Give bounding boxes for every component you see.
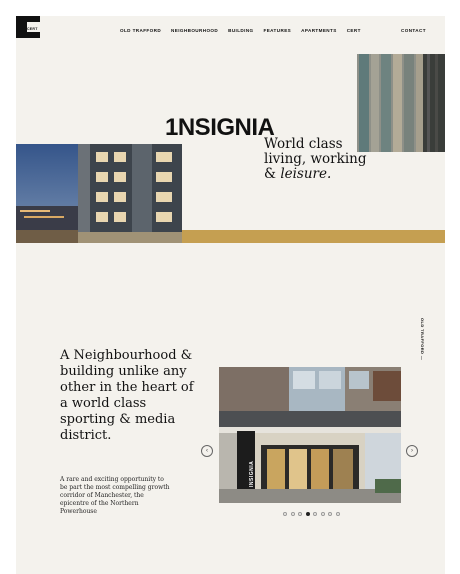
logo-block-bottom [27,32,40,38]
tagline-line-1: World class [264,136,343,152]
nav-item-old-trafford[interactable]: OLD TRAFFORD [120,28,162,33]
side-label [419,318,431,361]
logo-block-left [16,22,27,38]
hero-tagline [264,137,379,182]
tagline-amp: & [264,166,281,182]
main-nav [120,28,361,33]
tagline-line-3 [264,167,379,182]
intro-body: A rare and exciting opportunity to be part the most compelling growth corridor of Manchester, the epicentre of the Northern Powerhouse [60,476,170,515]
carousel-dot[interactable] [306,512,310,516]
building-dusk-photo [16,144,182,243]
tagline-line-2: living, working [264,151,367,167]
building-illustration [16,144,182,243]
carousel-dot[interactable] [298,512,302,516]
carousel-pagination [283,512,340,516]
entrance-sign [239,449,253,489]
carousel-slide-photo [219,367,401,503]
chevron-right-icon: › [411,448,413,454]
nav-item-neighbourhood[interactable]: NEIGHBOURHOOD [171,28,219,33]
tagline-emphasis: leisure. [280,166,332,182]
entrance-sign-text: INSIGNIA [249,460,255,487]
nav-item-apartments[interactable]: APARTMENTS [301,28,337,33]
intro-heading: A Neighbourhood & building unlike any other in the heart of a world class sporting & media district. [60,348,194,443]
carousel-prev-button[interactable] [201,445,213,457]
carousel-dot[interactable] [283,512,287,516]
carousel-dot[interactable] [336,512,340,516]
carousel-dot[interactable] [328,512,332,516]
carousel-dot[interactable] [321,512,325,516]
brand-logo[interactable] [16,16,40,38]
nav-item-cert[interactable]: CERT [346,28,361,33]
gold-accent-bar [182,230,445,243]
carousel-dot[interactable] [291,512,295,516]
nav-item-features[interactable]: FEATURES [263,28,292,33]
logo-text: CERT [27,27,38,31]
carousel-next-button[interactable] [406,445,418,457]
carousel-dot[interactable] [313,512,317,516]
nav-item-building[interactable]: BUILDING [228,28,254,33]
contact-link[interactable]: CONTACT [401,28,426,33]
chevron-left-icon: ‹ [206,448,208,454]
side-label-text: OLD TRAFFORD — [420,318,425,361]
brand-wordmark: 1NSIGNIA [165,114,275,141]
page [16,16,445,574]
